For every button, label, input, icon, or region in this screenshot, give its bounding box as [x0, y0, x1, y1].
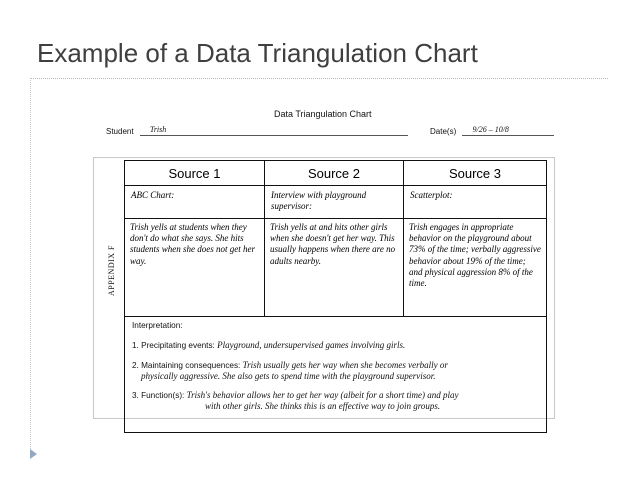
- interpretation-cell: [125, 317, 547, 433]
- dates-line: [462, 126, 554, 136]
- interpretation-item-1: [132, 340, 539, 351]
- item-2-text-a: Trish usually gets her way when she becomes verbally or: [242, 360, 448, 370]
- header-source-3: Source 3: [404, 161, 547, 186]
- bullet-arrow-icon: [30, 449, 37, 459]
- dates-label: Date(s): [430, 127, 457, 136]
- dates-field: [430, 126, 554, 138]
- title-divider: [30, 78, 608, 79]
- interpretation-item-2: [132, 360, 539, 381]
- appendix-label: [96, 238, 126, 302]
- observation-source-1: Trish yells at students when they don't do what she says. She hits students when she does not get her way.: [125, 219, 265, 317]
- label-source-2: Interview with playground supervisor:: [265, 186, 404, 219]
- item-3-text-b: with other girls. She thinks this is an effective way to join groups.: [205, 401, 441, 411]
- interpretation-row: [125, 317, 547, 433]
- interpretation-heading: Interpretation:: [132, 321, 183, 330]
- appendix-text: APPENDIX F: [106, 244, 116, 296]
- item-1-text: Playground, undersupervised games involving girls.: [217, 340, 406, 350]
- item-2-text-b: physically aggressive. She also gets to spend time with the playground supervisor.: [141, 371, 436, 381]
- student-line: [140, 126, 408, 136]
- triangulation-table: [124, 160, 547, 433]
- student-label: Student: [106, 127, 134, 136]
- observation-source-3: Trish engages in appropriate behavior on the playground about 73% of the time; verbally aggressive behavior about 19% of the time; and physical aggression 8% of the time.: [404, 219, 547, 317]
- left-divider: [30, 78, 31, 453]
- item-2-label: 2. Maintaining consequences:: [132, 361, 241, 370]
- item-3-label: 3. Function(s):: [132, 391, 185, 400]
- interpretation-item-3: [132, 390, 539, 411]
- slide-title: Example of a Data Triangulation Chart: [37, 38, 478, 68]
- student-value: Trish: [149, 125, 167, 134]
- observation-row: [125, 219, 547, 317]
- header-row: [125, 161, 547, 186]
- item-3-text-a: Trish's behavior allows her to get her way (albeit for a short time) and play: [186, 390, 459, 400]
- student-field: [106, 126, 408, 138]
- header-source-1: Source 1: [125, 161, 265, 186]
- label-row: [125, 186, 547, 219]
- item-1-label: 1. Precipitating events:: [132, 341, 215, 350]
- dates-value: 9/26 – 10/8: [472, 125, 509, 134]
- label-source-1: ABC Chart:: [125, 186, 265, 219]
- observation-source-2: Trish yells at and hits other girls when she doesn't get her way. This usually happens when there are no adults nearby.: [265, 219, 404, 317]
- label-source-3: Scatterplot:: [404, 186, 547, 219]
- document-title: Data Triangulation Chart: [274, 109, 372, 119]
- header-source-2: Source 2: [265, 161, 404, 186]
